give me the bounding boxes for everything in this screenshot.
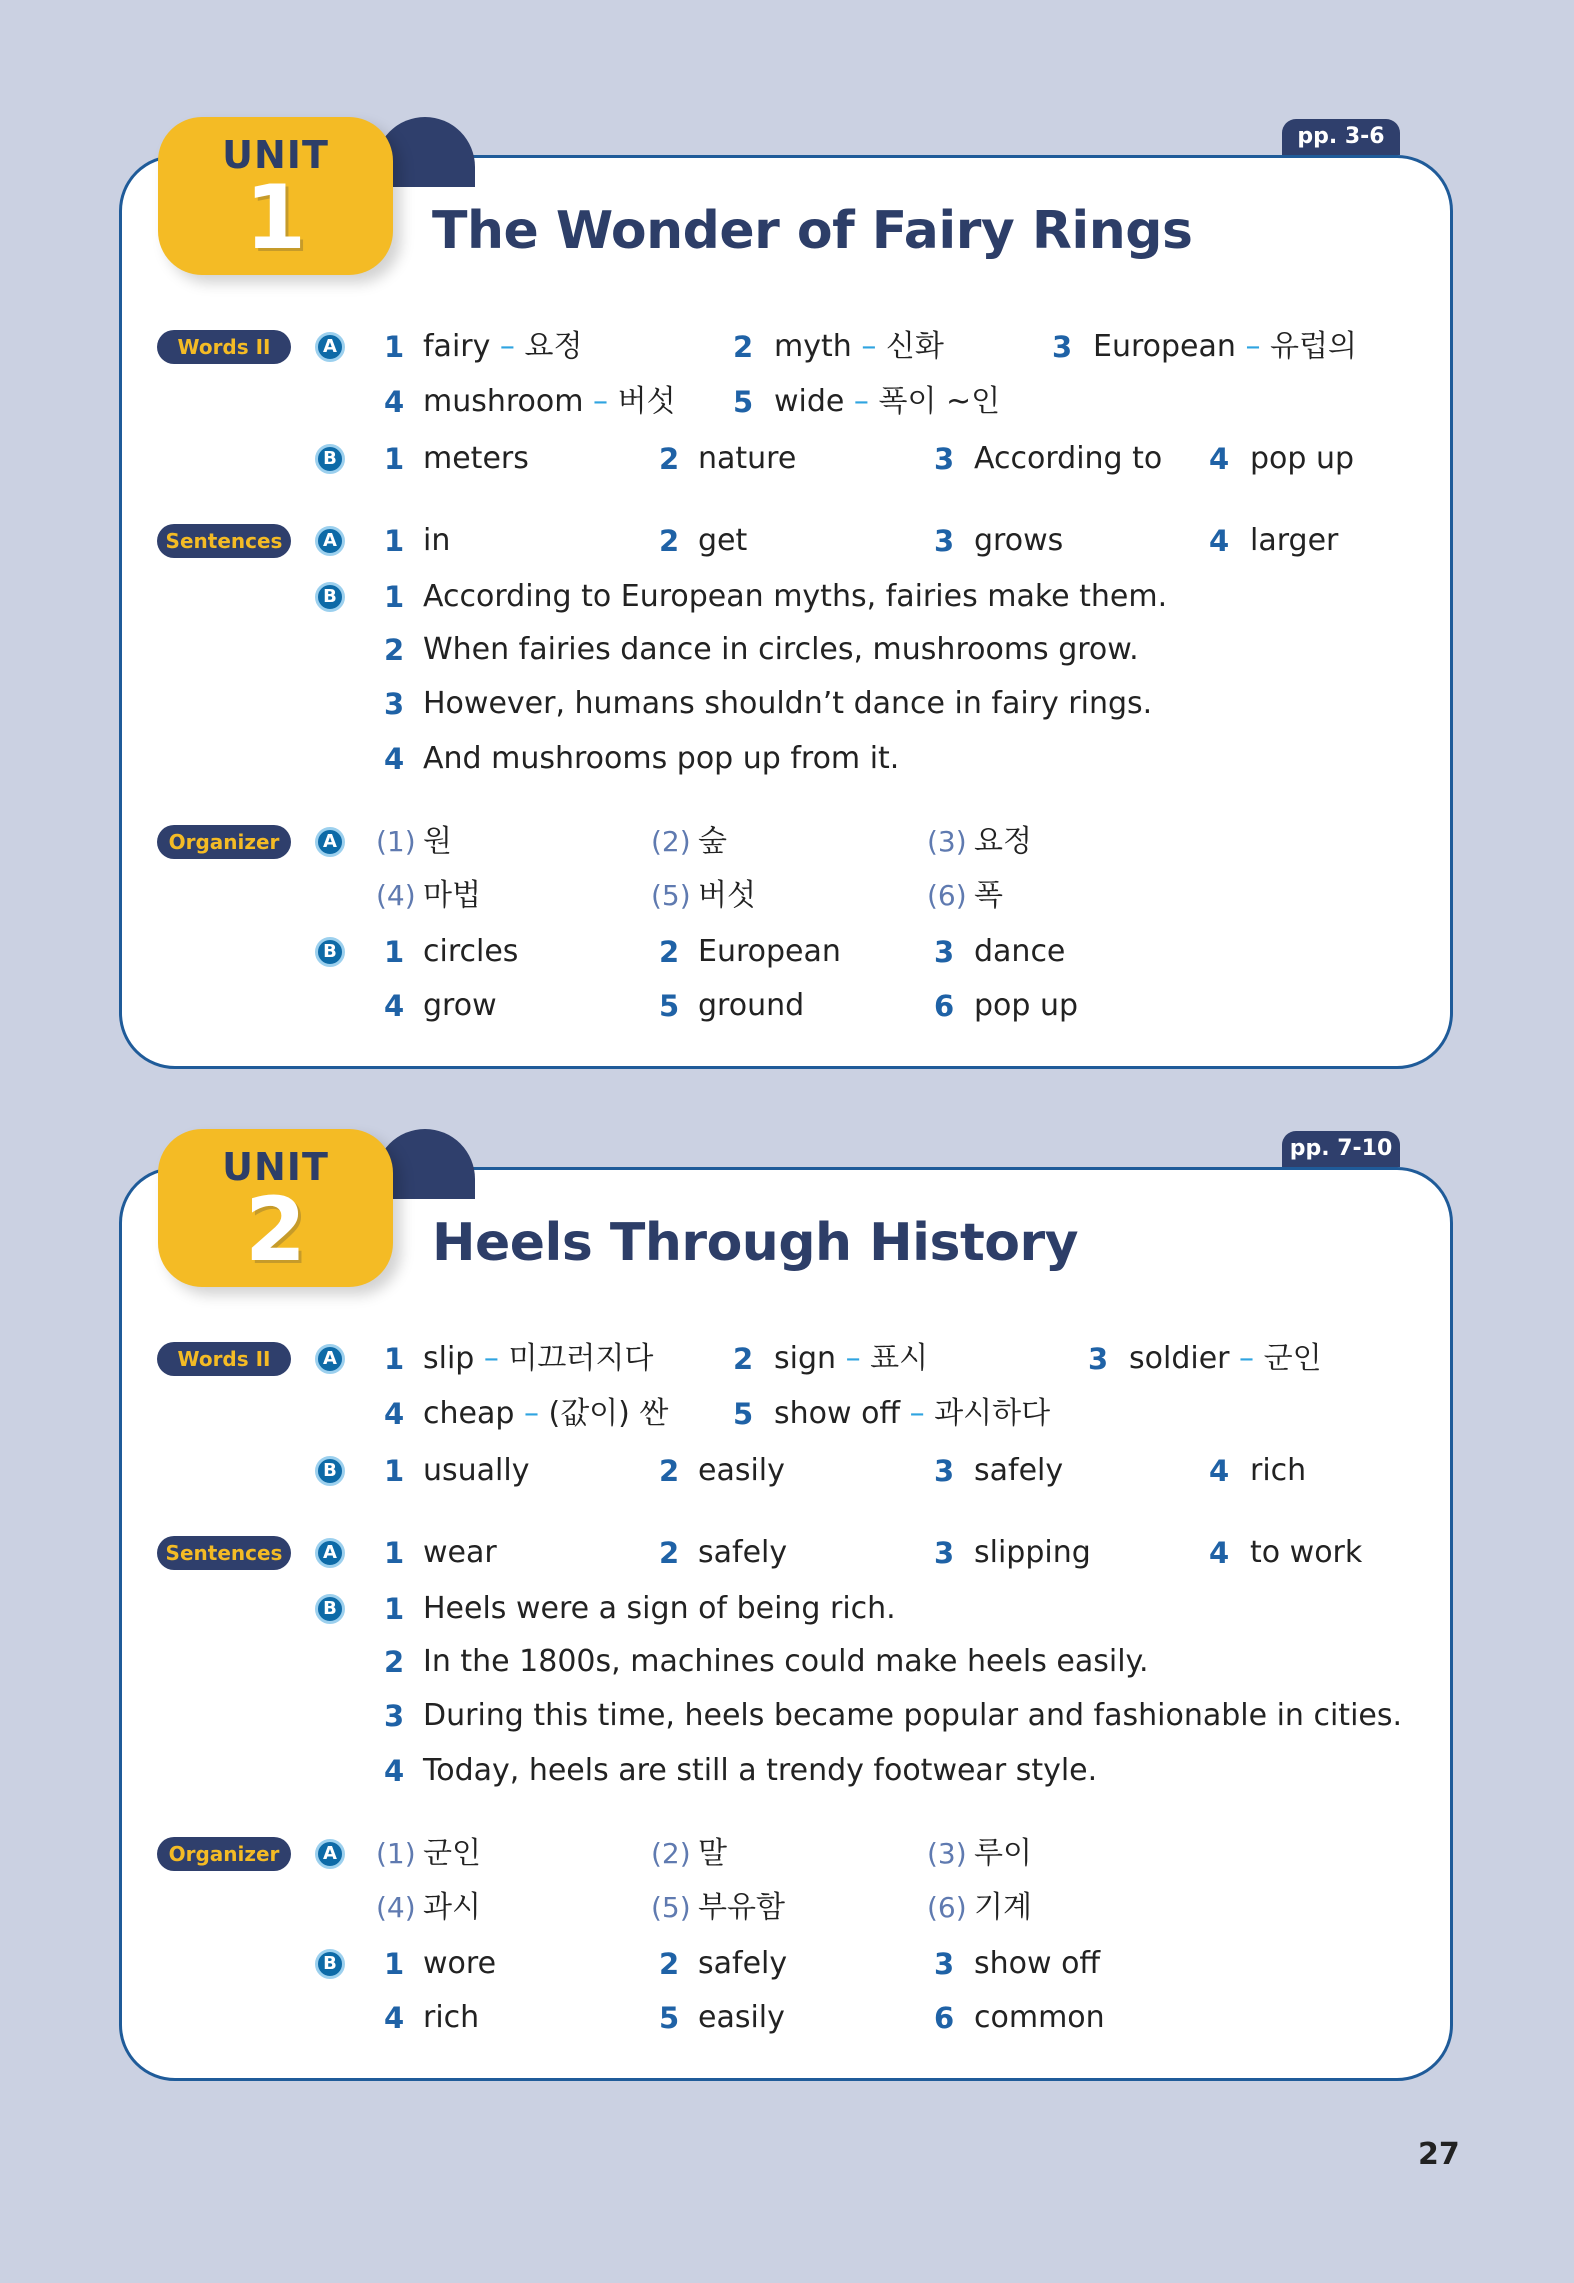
item-number: (6): [927, 1891, 967, 1924]
vocab-korean: 과시하다: [934, 1396, 1051, 1431]
answer-text: 숲: [698, 824, 727, 859]
answer-text: pop up: [974, 988, 1079, 1023]
item-number: 1: [384, 442, 405, 476]
item-number: 3: [384, 687, 405, 721]
item-number: 2: [659, 1947, 680, 1981]
vocab-dash: –: [853, 384, 869, 419]
answer-text: nature: [698, 441, 797, 476]
item-number: 1: [384, 1947, 405, 1981]
item-number: 4: [384, 1754, 405, 1788]
vocab-dash: –: [861, 329, 877, 364]
vocab-answer: [423, 327, 582, 367]
part-b-marker: B: [315, 1949, 345, 1979]
answer-text: 루이: [974, 1836, 1032, 1871]
answer-text: In the 1800s, machines could make heels easily.: [423, 1644, 1149, 1679]
item-number: (2): [651, 1837, 691, 1870]
part-a-marker: A: [315, 1839, 345, 1869]
answer-text: 군인: [423, 1836, 481, 1871]
answer-text: grows: [974, 523, 1064, 558]
answer-text: to work: [1250, 1535, 1363, 1570]
vocab-korean: 신화: [885, 329, 944, 364]
item-number: 4: [1209, 524, 1230, 558]
unit-label: UNIT: [222, 133, 329, 177]
section-label-words: Words II: [157, 330, 291, 364]
item-number: 4: [384, 385, 405, 419]
item-number: 1: [384, 1454, 405, 1488]
item-number: 4: [384, 1397, 405, 1431]
part-a-marker: A: [315, 1538, 345, 1568]
item-number: 1: [384, 524, 405, 558]
vocab-english: slip: [423, 1341, 475, 1376]
vocab-answer: [423, 382, 676, 422]
part-a-marker: A: [315, 827, 345, 857]
answer-text: 과시: [423, 1890, 481, 1925]
vocab-korean: 군인: [1263, 1341, 1322, 1376]
section-label-words: Words II: [157, 1342, 291, 1376]
part-b-marker: B: [315, 1456, 345, 1486]
item-number: 3: [384, 1699, 405, 1733]
item-number: 4: [384, 2001, 405, 2035]
answer-text: 폭: [974, 878, 1003, 913]
answer-text: 마법: [423, 878, 481, 913]
unit-number: 1: [244, 166, 307, 269]
answer-text: dance: [974, 934, 1066, 969]
vocab-dash: –: [523, 1396, 539, 1431]
answer-text: 버섯: [698, 878, 756, 913]
answer-text: rich: [423, 2000, 480, 2035]
unit-badge: [158, 117, 393, 275]
part-b-marker: B: [315, 444, 345, 474]
answer-text: 기계: [974, 1890, 1032, 1925]
item-number: (1): [376, 825, 416, 858]
item-number: (3): [927, 825, 967, 858]
section-label-sentences: Sentences: [157, 524, 291, 558]
item-number: 4: [1209, 1454, 1230, 1488]
item-number: 4: [384, 742, 405, 776]
unit-2-section: [0, 1129, 1574, 2089]
item-number: 6: [934, 989, 955, 1023]
answer-text: rich: [1250, 1453, 1307, 1488]
vocab-answer: [774, 327, 944, 367]
section-label-organizer: Organizer: [157, 1837, 291, 1871]
item-number: 4: [1209, 1536, 1230, 1570]
item-number: (4): [376, 879, 416, 912]
answer-text: easily: [698, 1453, 785, 1488]
part-b-marker: B: [315, 1594, 345, 1624]
item-number: 1: [384, 580, 405, 614]
vocab-english: sign: [774, 1341, 837, 1376]
answer-text: When fairies dance in circles, mushrooms grow.: [423, 632, 1139, 667]
unit-label: UNIT: [222, 1145, 329, 1189]
item-number: (5): [651, 1891, 691, 1924]
unit-number: 2: [244, 1178, 307, 1281]
unit-badge: [158, 1129, 393, 1287]
answer-text: circles: [423, 934, 519, 969]
vocab-answer: [1129, 1339, 1322, 1379]
part-a-marker: A: [315, 1344, 345, 1374]
answer-text: safely: [974, 1453, 1064, 1488]
vocab-english: cheap: [423, 1396, 515, 1431]
vocab-dash: –: [845, 1341, 861, 1376]
vocab-english: wide: [774, 384, 845, 419]
answer-text: in: [423, 523, 451, 558]
part-b-marker: B: [315, 937, 345, 967]
answer-text: And mushrooms pop up from it.: [423, 741, 900, 776]
section-label-sentences: Sentences: [157, 1536, 291, 1570]
vocab-korean: 유럽의: [1270, 329, 1357, 364]
item-number: 2: [384, 633, 405, 667]
vocab-english: soldier: [1129, 1341, 1230, 1376]
item-number: 5: [733, 1397, 754, 1431]
item-number: 1: [384, 1536, 405, 1570]
item-number: 3: [934, 524, 955, 558]
answer-text: pop up: [1250, 441, 1355, 476]
answer-text: get: [698, 523, 748, 558]
vocab-dash: –: [593, 384, 609, 419]
item-number: 1: [384, 1592, 405, 1626]
item-number: 2: [659, 442, 680, 476]
answer-text: wear: [423, 1535, 497, 1570]
item-number: 3: [1088, 1342, 1109, 1376]
page-number: 27: [1418, 2137, 1460, 2172]
answer-text: easily: [698, 2000, 785, 2035]
item-number: 1: [384, 1342, 405, 1376]
item-number: 6: [934, 2001, 955, 2035]
answer-text: show off: [974, 1946, 1101, 1981]
answer-text: 요정: [974, 824, 1032, 859]
answer-text: 부유함: [698, 1890, 785, 1925]
vocab-english: show off: [774, 1396, 901, 1431]
part-a-marker: A: [315, 526, 345, 556]
item-number: 2: [659, 935, 680, 969]
vocab-dash: –: [1245, 329, 1261, 364]
vocab-answer: [423, 1394, 668, 1434]
answer-text: According to: [974, 441, 1163, 476]
part-a-marker: A: [315, 332, 345, 362]
vocab-answer: [774, 1339, 928, 1379]
answer-text: slipping: [974, 1535, 1091, 1570]
answer-text: European: [698, 934, 841, 969]
item-number: (3): [927, 1837, 967, 1870]
section-label-organizer: Organizer: [157, 825, 291, 859]
answer-text: During this time, heels became popular and fashionable in cities.: [423, 1698, 1403, 1733]
unit-title: The Wonder of Fairy Rings: [432, 201, 1193, 261]
vocab-dash: –: [909, 1396, 925, 1431]
item-number: 5: [659, 2001, 680, 2035]
vocab-answer: [774, 382, 1000, 422]
answer-text: larger: [1250, 523, 1339, 558]
answer-text: meters: [423, 441, 529, 476]
vocab-answer: [423, 1339, 653, 1379]
item-number: 3: [934, 935, 955, 969]
item-number: 2: [659, 524, 680, 558]
item-number: 2: [384, 1645, 405, 1679]
vocab-korean: 요정: [524, 329, 583, 364]
answer-text: safely: [698, 1535, 788, 1570]
answer-text: ground: [698, 988, 805, 1023]
page-range-badge: pp. 7-10: [1282, 1131, 1400, 1167]
item-number: (1): [376, 1837, 416, 1870]
vocab-answer: [774, 1394, 1050, 1434]
vocab-korean: 버섯: [617, 384, 676, 419]
item-number: 4: [1209, 442, 1230, 476]
vocab-english: myth: [774, 329, 852, 364]
vocab-answer: [1093, 327, 1357, 367]
answer-text: However, humans shouldn’t dance in fairy rings.: [423, 686, 1153, 721]
item-number: 3: [934, 442, 955, 476]
answer-text: safely: [698, 1946, 788, 1981]
vocab-korean: (값이) 싼: [548, 1396, 669, 1431]
vocab-english: mushroom: [423, 384, 584, 419]
answer-text: wore: [423, 1946, 497, 1981]
item-number: (2): [651, 825, 691, 858]
vocab-korean: 미끄러지다: [508, 1341, 654, 1376]
unit-1-section: [0, 117, 1574, 1077]
vocab-korean: 폭이 ~인: [878, 384, 1001, 419]
answer-text: Heels were a sign of being rich.: [423, 1591, 896, 1626]
unit-title: Heels Through History: [432, 1213, 1079, 1273]
item-number: 2: [659, 1536, 680, 1570]
item-number: 3: [934, 1454, 955, 1488]
vocab-english: fairy: [423, 329, 491, 364]
item-number: 1: [384, 935, 405, 969]
item-number: (6): [927, 879, 967, 912]
item-number: (4): [376, 1891, 416, 1924]
answer-text: According to European myths, fairies make them.: [423, 579, 1168, 614]
item-number: 3: [934, 1536, 955, 1570]
answer-text: 원: [423, 824, 452, 859]
answer-text: grow: [423, 988, 497, 1023]
vocab-dash: –: [499, 329, 515, 364]
item-number: 4: [384, 989, 405, 1023]
vocab-dash: –: [483, 1341, 499, 1376]
item-number: 1: [384, 330, 405, 364]
item-number: 2: [659, 1454, 680, 1488]
item-number: 2: [733, 1342, 754, 1376]
answer-text: usually: [423, 1453, 530, 1488]
vocab-korean: 표시: [870, 1341, 929, 1376]
item-number: 3: [934, 1947, 955, 1981]
answer-text: Today, heels are still a trendy footwear style.: [423, 1753, 1098, 1788]
item-number: 5: [659, 989, 680, 1023]
page-range-badge: pp. 3-6: [1282, 119, 1400, 155]
vocab-dash: –: [1239, 1341, 1255, 1376]
item-number: 3: [1052, 330, 1073, 364]
item-number: 2: [733, 330, 754, 364]
item-number: 5: [733, 385, 754, 419]
answer-text: common: [974, 2000, 1105, 2035]
item-number: (5): [651, 879, 691, 912]
vocab-english: European: [1093, 329, 1236, 364]
part-b-marker: B: [315, 582, 345, 612]
answer-text: 말: [698, 1836, 727, 1871]
